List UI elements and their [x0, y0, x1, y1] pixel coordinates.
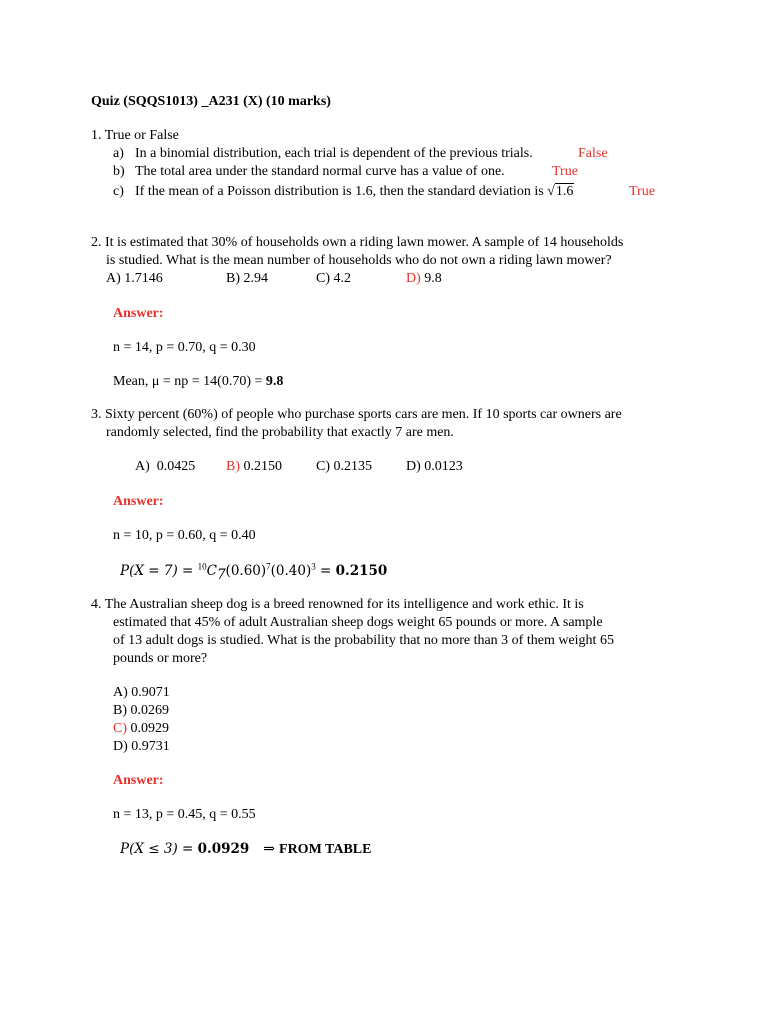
q3-option-b: [226, 458, 282, 476]
q3-option-d: [406, 458, 463, 476]
q4-option-c-value: 0.0929: [127, 721, 169, 736]
q3-formula-lhs: P(X = 7) =: [120, 563, 198, 579]
q3-answer-heading: Answer:: [113, 494, 164, 509]
q3-option-d-value: 0.0123: [420, 459, 463, 474]
q2-line1: 2. It is estimated that 30% of households own a riding lawn mower. A sample of 14 households: [91, 235, 624, 250]
q3-formula-k: 7: [216, 566, 226, 583]
q1-item-b-answer: True: [552, 164, 578, 179]
q3-option-d-letter: D): [406, 459, 421, 474]
q4-formula: [120, 840, 371, 859]
q1-stem: 1. True or False: [91, 128, 179, 143]
q2-option-c-value: 4.2: [330, 271, 351, 286]
q4-line4: pounds or more?: [113, 651, 208, 666]
q3-line2: randomly selected, find the probability that exactly 7 are men.: [106, 425, 454, 440]
q4-option-d: [113, 738, 170, 756]
q2-answer-heading: Answer:: [113, 306, 164, 321]
q4-params: n = 13, p = 0.45, q = 0.55: [113, 807, 256, 822]
q3-formula-c: C: [206, 563, 217, 579]
q3-option-c-letter: C): [316, 459, 330, 474]
q1-item-a-text: In a binomial distribution, each trial is dependent of the previous trials.: [135, 146, 533, 161]
q4-line3: of 13 adult dogs is studied. What is the probability that no more than 3 of them weight 65: [113, 633, 614, 648]
q4-formula-note: FROM TABLE: [279, 842, 372, 857]
q3-formula-q: (0.40): [270, 563, 312, 579]
q3-option-c: [316, 458, 372, 476]
q1-item-a-answer: False: [578, 146, 608, 161]
q2-option-c-letter: C): [316, 271, 330, 286]
q3-line1: 3. Sixty percent (60%) of people who purchase sports cars are men. If 10 sports car owners are: [91, 407, 622, 422]
q4-option-b-letter: B): [113, 703, 127, 718]
q3-formula-p-exp: 7: [266, 561, 271, 572]
q4-option-a-letter: A): [113, 685, 128, 700]
q4-option-d-value: 0.9731: [127, 739, 170, 754]
q3-formula-q-exp: 3: [311, 561, 316, 572]
q2-option-a-value: 1.7146: [120, 271, 163, 286]
q4-option-b: [113, 702, 169, 720]
q4-formula-result: 0.0929: [197, 841, 250, 857]
q3-formula-p: (0.60): [225, 563, 267, 579]
q4-option-b-value: 0.0269: [127, 703, 169, 718]
q2-option-c: [316, 270, 351, 288]
q3-formula-n: 10: [197, 561, 207, 572]
q1-item-b-label: b): [113, 164, 125, 179]
q4-answer-heading: Answer:: [113, 773, 164, 788]
q3-option-a: [135, 458, 195, 476]
q1-item-c-text-row: [135, 183, 574, 201]
q4-formula-lhs: P(X ≤ 3) =: [120, 841, 198, 857]
q3-option-c-value: 0.2135: [330, 459, 372, 474]
sqrt-radicand: 1.6: [555, 184, 574, 199]
implies-arrow-icon: ⇒: [263, 842, 276, 857]
q2-mean-value: 9.8: [265, 374, 284, 389]
q4-option-c: [113, 720, 169, 738]
q4-line2: estimated that 45% of adult Australian sheep dogs weight 65 pounds or more. A sample: [113, 615, 603, 630]
q2-option-a: [106, 270, 163, 288]
q2-mean-prefix: Mean, μ = np = 14(0.70) =: [113, 374, 266, 389]
q3-option-b-letter: B): [226, 459, 240, 474]
q4-option-c-letter: C): [113, 721, 127, 736]
q1-item-b-text: The total area under the standard normal curve has a value of one.: [135, 164, 505, 179]
q1-item-a-label: a): [113, 146, 124, 161]
q3-option-a-value: 0.0425: [149, 459, 196, 474]
q2-option-d-letter: D): [406, 271, 421, 286]
q2-line2: is studied. What is the mean number of households who do not own a riding lawn mower?: [106, 253, 612, 268]
q3-option-b-value: 0.2150: [240, 459, 282, 474]
q2-mean: [113, 373, 283, 391]
q1-item-a: [113, 145, 124, 163]
q3-formula-result: 0.2150: [335, 563, 388, 579]
q2-option-b-value: 2.94: [240, 271, 268, 286]
q2-option-d: [406, 270, 442, 288]
q1-item-c-text: If the mean of a Poisson distribution is 1.6, then the standard deviation is: [135, 184, 544, 199]
quiz-title: Quiz (SQQS1013) _A231 (X) (10 marks): [91, 94, 331, 109]
q1-item-c-label: c): [113, 184, 124, 199]
q2-option-b-letter: B): [226, 271, 240, 286]
q1-item-a-body: [135, 145, 533, 163]
q4-option-a: [113, 684, 170, 702]
q3-formula-eq: =: [315, 563, 336, 579]
q4-option-a-value: 0.9071: [127, 685, 170, 700]
sqrt-icon: √: [547, 184, 555, 199]
q3-formula: [120, 562, 387, 581]
q1-item-c-answer: True: [629, 184, 655, 199]
q3-option-a-letter: A): [135, 459, 150, 474]
q3-params: n = 10, p = 0.60, q = 0.40: [113, 528, 256, 543]
q4-option-d-letter: D): [113, 739, 128, 754]
q4-line1: 4. The Australian sheep dog is a breed renowned for its intelligence and work ethic. It is: [91, 597, 584, 612]
q2-option-a-letter: A): [106, 271, 121, 286]
q2-option-d-value: 9.8: [420, 271, 442, 286]
q2-option-b: [226, 270, 268, 288]
q2-params: n = 14, p = 0.70, q = 0.30: [113, 340, 256, 355]
